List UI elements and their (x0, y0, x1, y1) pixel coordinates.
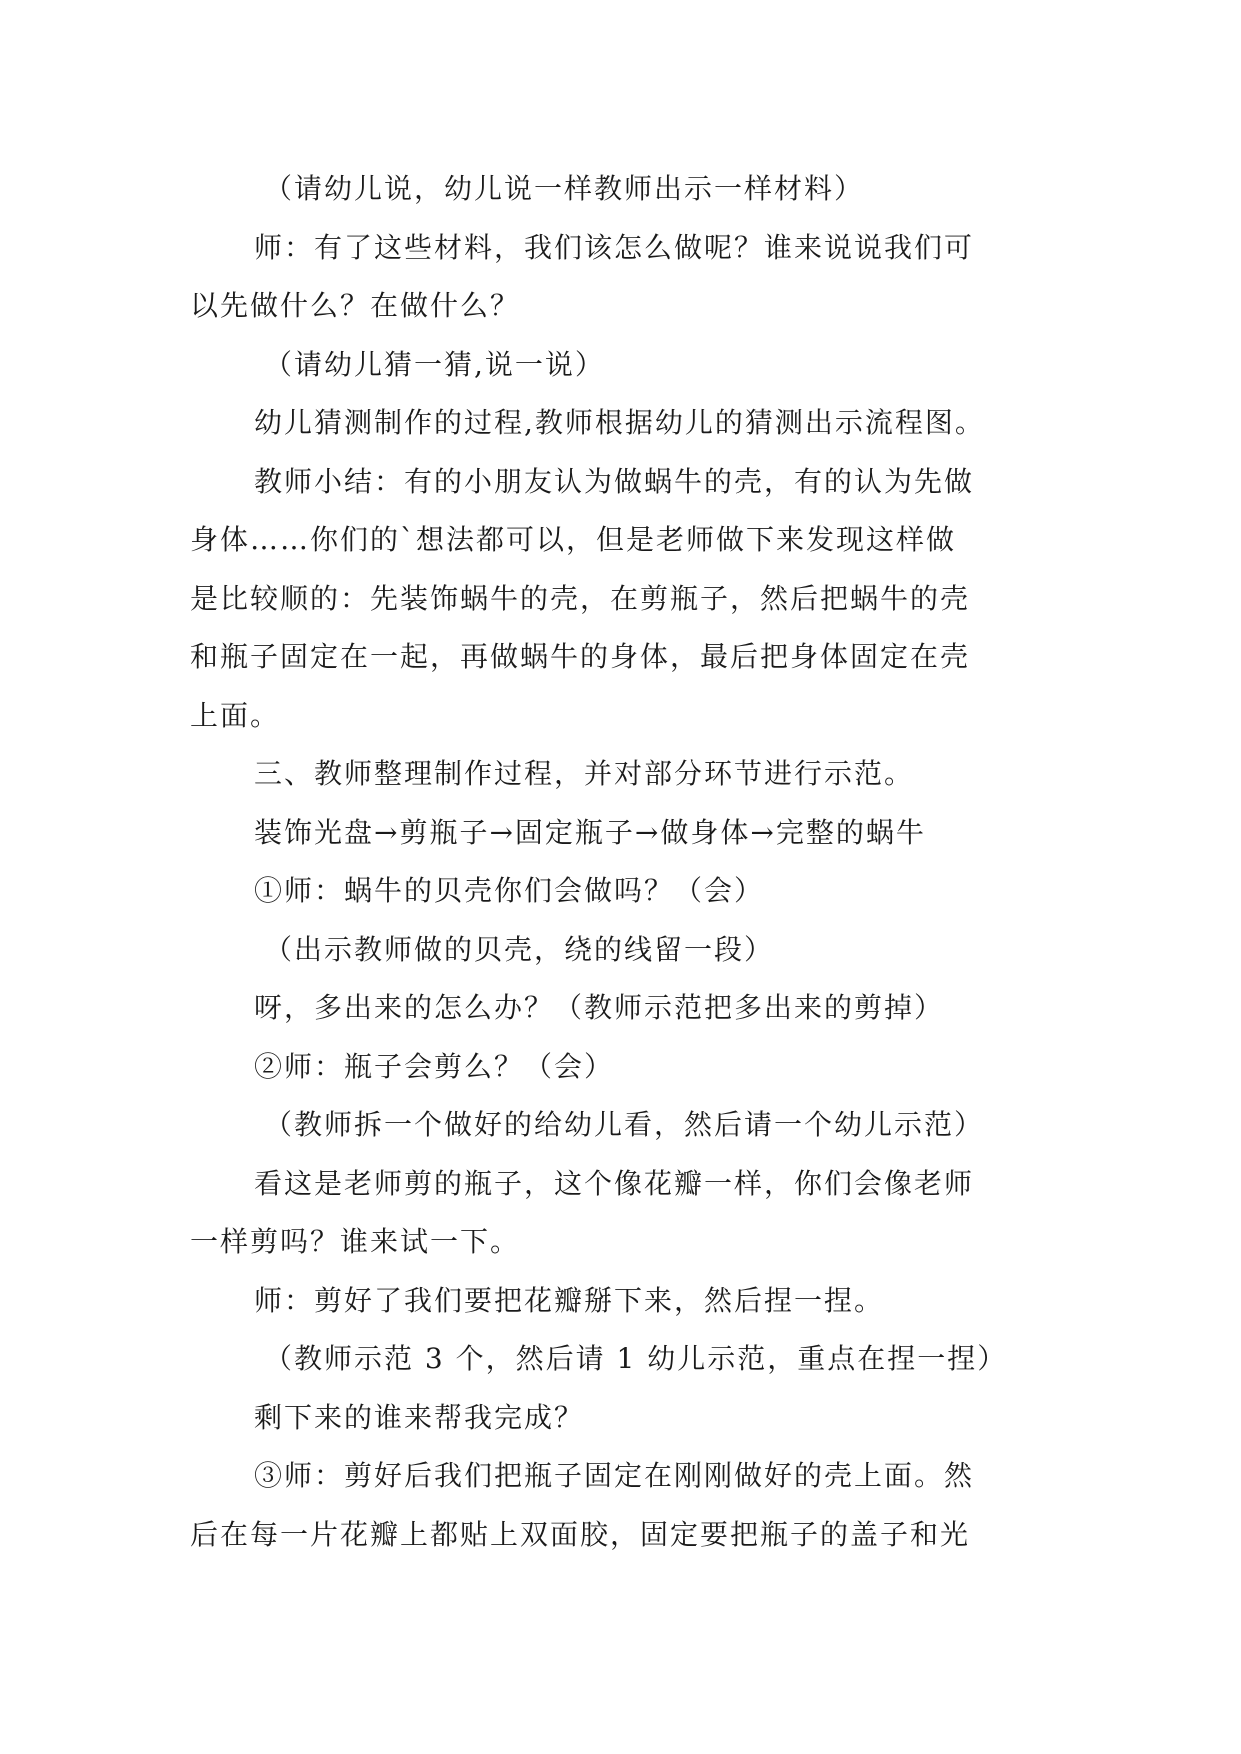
process-flow: 装饰光盘→剪瓶子→固定瓶子→做身体→完整的蜗牛 (254, 815, 926, 849)
text-line: 剩下来的谁来帮我完成？ (254, 1400, 585, 1434)
text-line: （请幼儿说，幼儿说一样教师出示一样材料） (264, 172, 865, 205)
text-line: ②师：瓶子会剪么？（会） (254, 1049, 615, 1083)
text-line: （出示教师做的贝壳，绕的线留一段） (264, 932, 775, 966)
text-line: （教师拆一个做好的给幼儿看，然后请一个幼儿示范） (264, 1108, 985, 1141)
document-body (190, 160, 1050, 1564)
text-line: ③师：剪好后我们把瓶子固定在刚刚做好的壳上面。然 (254, 1459, 975, 1492)
section-heading: 三、教师整理制作过程，并对部分环节进行示范。 (254, 757, 915, 790)
text-line: 看这是老师剪的瓶子，这个像花瓣一样，你们会像老师 (254, 1166, 975, 1200)
text-line: 和瓶子固定在一起，再做蜗牛的身体，最后把身体固定在壳 (190, 640, 971, 673)
text-line: 后在每一片花瓣上都贴上双面胶，固定要把瓶子的盖子和光 (190, 1517, 971, 1551)
text-line: 教师小结：有的小朋友认为做蜗牛的壳，有的认为先做 (254, 464, 975, 498)
text-line: 师：有了这些材料，我们该怎么做呢？谁来说说我们可 (254, 230, 975, 264)
text-line: 身体……你们的`想法都可以，但是老师做下来发现这样做 (190, 523, 957, 556)
text-line: 上面。 (190, 698, 281, 732)
text-line: ①师：蜗牛的贝壳你们会做吗？（会） (254, 874, 765, 907)
text-line: 是比较顺的：先装饰蜗牛的壳，在剪瓶子，然后把蜗牛的壳 (190, 581, 971, 615)
text-line: （请幼儿猜一猜,说一说） (264, 347, 605, 381)
text-line: 师：剪好了我们要把花瓣掰下来，然后捏一捏。 (254, 1283, 885, 1317)
text-line: （教师示范 3 个，然后请 1 幼儿示范，重点在捏一捏） (264, 1342, 1008, 1375)
text-line: 一样剪吗？谁来试一下。 (190, 1225, 521, 1258)
text-line: 呀，多出来的怎么办？（教师示范把多出来的剪掉） (254, 991, 945, 1024)
text-line: 以先做什么？在做什么？ (190, 289, 521, 322)
text-line: 幼儿猜测制作的过程,教师根据幼儿的猜测出示流程图。 (254, 406, 985, 439)
